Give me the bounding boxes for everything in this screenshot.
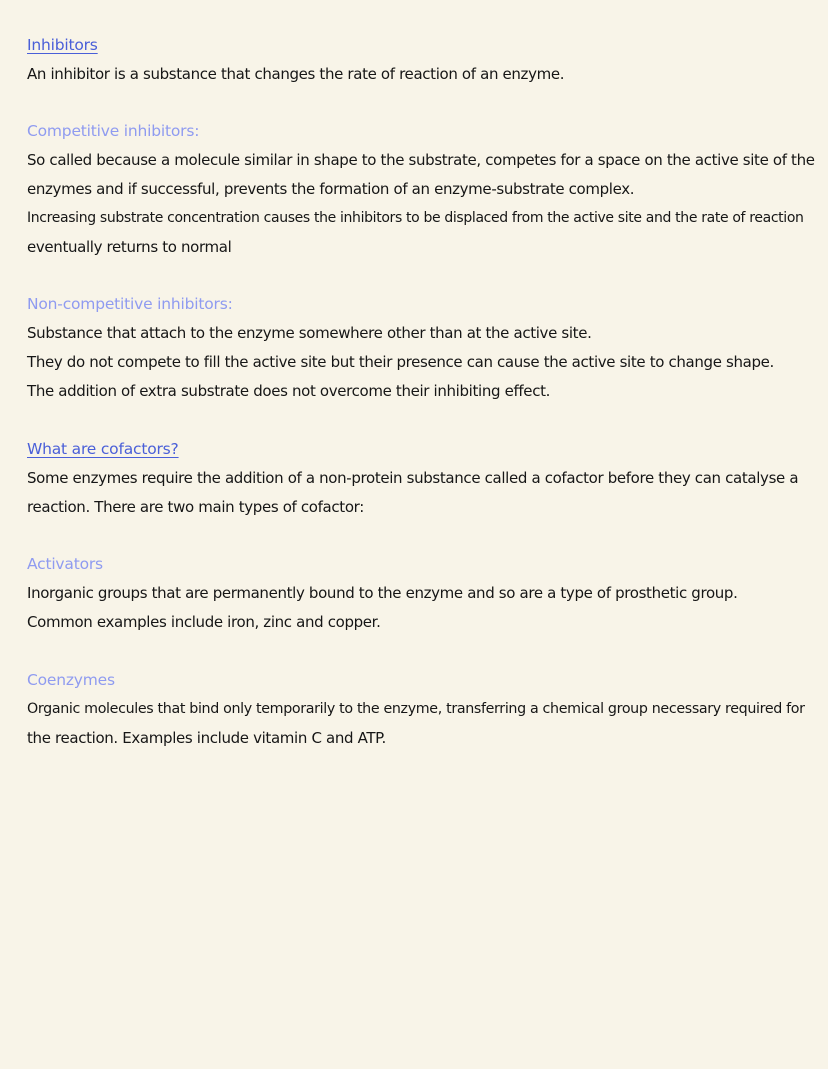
text-line: eventually returns to normal xyxy=(27,238,232,256)
text-line: Increasing substrate concentration causes the inhibitors to be displaced from the active site and the rate of reaction xyxy=(27,210,804,226)
heading-inhibitors: Inhibitors xyxy=(27,36,98,54)
text-line: So called because a molecule similar in shape to the substrate, competes for a space on the active site of the xyxy=(27,151,815,169)
heading-activators: Activators xyxy=(27,555,103,573)
section-competitive-inhibitors xyxy=(27,117,815,262)
section-coenzymes xyxy=(27,666,807,753)
section-non-competitive-inhibitors xyxy=(27,290,807,406)
text-line: An inhibitor is a substance that changes the rate of reaction of an enzyme. xyxy=(27,65,565,83)
text-line: Some enzymes require the addition of a non-protein substance called a cofactor before they can catalyse a xyxy=(27,469,799,487)
text-line: The addition of extra substrate does not overcome their inhibiting effect. xyxy=(27,382,551,400)
text-line: reaction. There are two main types of cofactor: xyxy=(27,498,364,516)
text-line: Substance that attach to the enzyme somewhere other than at the active site. xyxy=(27,324,592,342)
heading-what-are-cofactors: What are cofactors? xyxy=(27,440,179,458)
text-line: They do not compete to fill the active site but their presence can cause the active site to change shape. xyxy=(27,353,774,371)
heading-coenzymes: Coenzymes xyxy=(27,671,115,689)
text-line: Common examples include iron, zinc and copper. xyxy=(27,613,381,631)
text-line: Inorganic groups that are permanently bound to the enzyme and so are a type of prosthetic group. xyxy=(27,584,738,602)
text-line: enzymes and if successful, prevents the formation of an enzyme-substrate complex. xyxy=(27,180,635,198)
heading-competitive-inhibitors: Competitive inhibitors: xyxy=(27,122,200,140)
section-inhibitors xyxy=(27,31,807,89)
text-line: Organic molecules that bind only temporarily to the enzyme, transferring a chemical group necessary required for xyxy=(27,701,805,717)
section-activators xyxy=(27,550,807,637)
section-cofactors xyxy=(27,435,807,522)
text-line: the reaction. Examples include vitamin C and ATP. xyxy=(27,729,386,747)
heading-non-competitive-inhibitors: Non-competitive inhibitors: xyxy=(27,295,233,313)
